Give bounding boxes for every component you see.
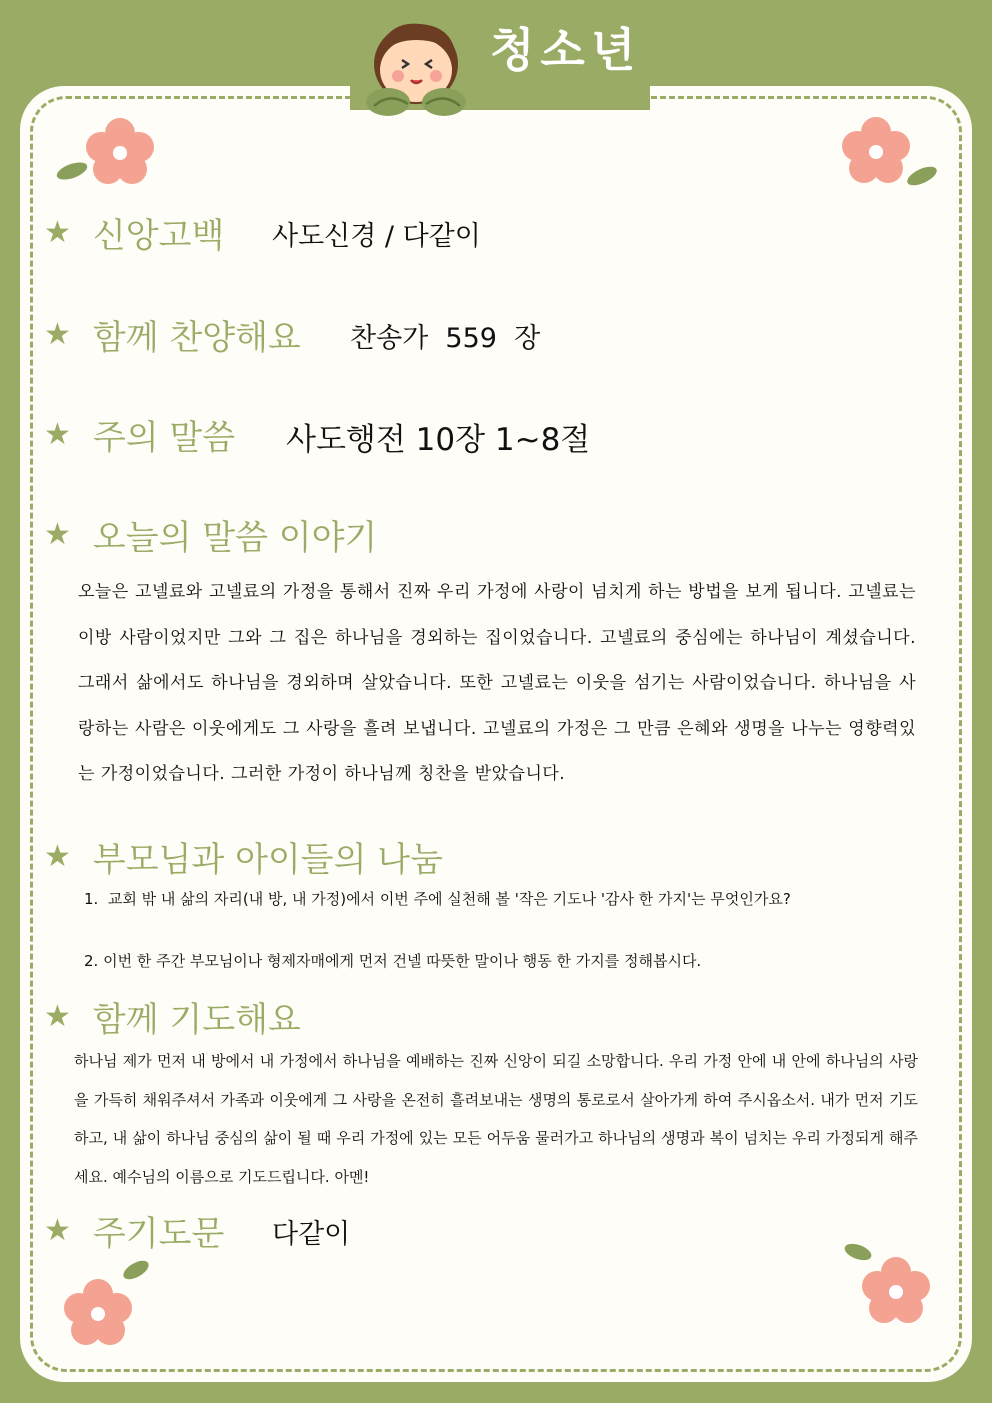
section-scripture	[44, 410, 235, 459]
creed-value: 사도신경 / 다같이	[272, 221, 481, 252]
flower-icon	[52, 1258, 162, 1358]
sharing-question-1: 1. 교회 밖 내 삶의 자리(내 방, 내 가정)에서 이번 주에 실천해 볼 '작은 기도나 '감사 한 가지'는 무엇인가요?	[84, 890, 791, 908]
scripture-value: 사도행전 10장 1~8절	[286, 422, 591, 458]
section-hymn	[44, 310, 301, 359]
star-icon: ★	[44, 517, 71, 552]
section-label: 주의 말씀	[92, 418, 236, 458]
section-label: 함께 찬양해요	[92, 318, 301, 358]
header-title: 청소년	[490, 23, 642, 77]
flower-icon	[826, 112, 944, 194]
section-lords-prayer	[44, 1206, 224, 1255]
flower-icon	[52, 115, 162, 195]
star-icon: ★	[44, 839, 71, 874]
section-label: 신앙고백	[92, 216, 225, 256]
section-sharing	[44, 832, 443, 881]
section-label: 오늘의 말씀 이야기	[92, 518, 378, 558]
star-icon: ★	[44, 1213, 71, 1248]
prayer-text: 하나님 제가 먼저 내 방에서 내 가정에서 하나님을 예배하는 진짜 신앙이 되길 소망합니다. 우리 가정 안에 내 안에 하나님의 사랑을 가득히 채워주셔서 가족과 이웃에게 그 사랑을 온전히 흘려보내는 생명의 통로로서 살아가게 하여 주시옵소서. 내가 먼저 기도 하고, 내 삶이 하나님 중심의 삶이 될 때 우리 가정에 있는 모든 어두움 물러가고 하나님의 생명과 복이 넘치는 우리 가정되게 해주세요. 예수님의 이름으로 기도드립니다. 아멘!	[74, 1052, 918, 1186]
lords-prayer-value: 다같이	[272, 1219, 351, 1250]
story-text: 오늘은 고넬료와 고넬료의 가정을 통해서 진짜 우리 가정에 사랑이 넘치게 하는 방법을 보게 됩니다. 고넬료는 이방 사람이었지만 그와 그 집은 하나님을 경외하는 집이었습니다. 고넬료의 중심에는 하나님이 계셨습니다. 그래서 삶에서도 하나님을 경외하며 살았습니다. 또한 고넬료는 이웃을 섬기는 사람이었습니다. 하나님을 사랑하는 사람은 이웃에게도 그 사랑을 흘려 보냅니다. 고넬료의 가정은 그 만큼 은혜와 생명을 나누는 영향력있는 가정이었습니다. 그러한 가정이 하나님께 칭찬을 받았습니다.	[78, 582, 916, 784]
flower-icon	[836, 1230, 946, 1340]
star-icon: ★	[44, 215, 71, 250]
sharing-question-2: 2. 이번 한 주간 부모님이나 형제자매에게 먼저 건넬 따뜻한 말이나 행동 한 가지를 정해봅시다.	[84, 952, 702, 970]
section-label: 주기도문	[92, 1214, 225, 1254]
star-icon: ★	[44, 317, 71, 352]
section-label: 부모님과 아이들의 나눔	[92, 840, 443, 880]
hymn-value: 찬송가 559 장	[350, 323, 541, 354]
section-prayer	[44, 992, 301, 1041]
section-story	[44, 510, 377, 559]
star-icon: ★	[44, 417, 71, 452]
cartoon-boy-avatar-icon	[356, 6, 476, 118]
section-label: 함께 기도해요	[92, 1000, 301, 1040]
star-icon: ★	[44, 999, 71, 1034]
section-creed	[44, 208, 224, 257]
